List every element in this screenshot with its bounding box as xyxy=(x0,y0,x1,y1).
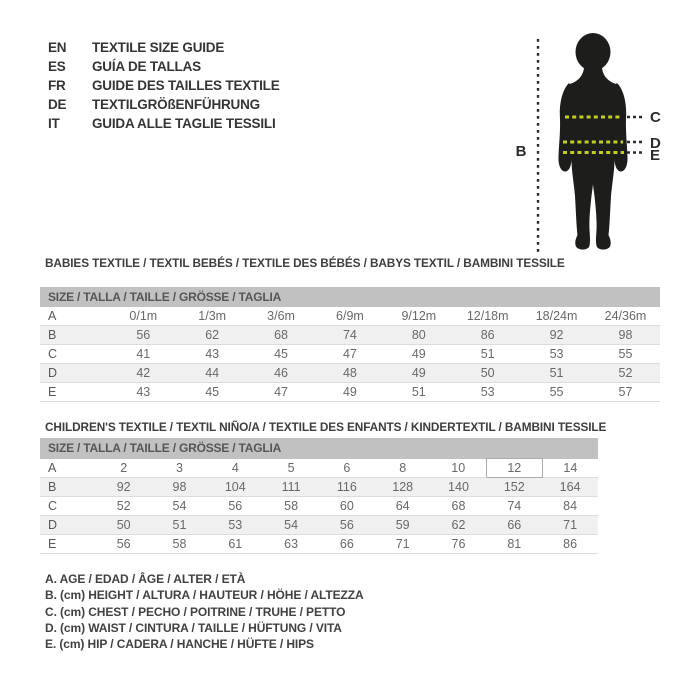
children-table-title: CHILDREN'S TEXTILE / TEXTIL NIÑO/A / TEXTILE DES ENFANTS / KINDERTEXTIL / BAMBINI TESSILE xyxy=(45,420,607,434)
size-cell: 66 xyxy=(319,535,375,554)
language-code: IT xyxy=(48,116,60,131)
size-cell: 71 xyxy=(375,535,431,554)
size-cell: 51 xyxy=(522,364,591,383)
size-cell: 98 xyxy=(152,478,208,497)
size-cell: 63 xyxy=(263,535,319,554)
size-cell: 84 xyxy=(542,497,598,516)
row-label: D xyxy=(40,364,109,383)
size-cell: 18/24m xyxy=(522,307,591,326)
language-item xyxy=(48,76,280,95)
size-cell: 62 xyxy=(178,326,247,345)
size-cell: 128 xyxy=(375,478,431,497)
measurement-legend xyxy=(45,571,364,652)
highlighted-size-cell: 12 xyxy=(486,459,542,478)
language-code: DE xyxy=(48,97,67,112)
size-cell: 43 xyxy=(109,383,178,402)
row-label: B xyxy=(40,326,109,345)
size-cell: 71 xyxy=(542,516,598,535)
table-row xyxy=(40,497,598,516)
size-cell: 51 xyxy=(152,516,208,535)
size-cell: 74 xyxy=(316,326,385,345)
size-cell: 76 xyxy=(431,535,487,554)
size-cell: 52 xyxy=(591,364,660,383)
language-item xyxy=(48,57,280,76)
size-cell: 5 xyxy=(263,459,319,478)
row-label: E xyxy=(40,383,109,402)
language-item xyxy=(48,95,280,114)
size-cell: 56 xyxy=(109,326,178,345)
size-cell: 51 xyxy=(384,383,453,402)
chest-label: C xyxy=(650,109,661,126)
size-cell: 53 xyxy=(207,516,263,535)
size-cell: 86 xyxy=(542,535,598,554)
size-cell: 49 xyxy=(384,364,453,383)
table-row xyxy=(40,535,598,554)
children-size-table xyxy=(40,438,598,554)
language-code: ES xyxy=(48,59,66,74)
size-cell: 9/12m xyxy=(384,307,453,326)
size-header-cell: SIZE / TALLA / TAILLE / GRÖSSE / TAGLIA xyxy=(40,287,660,307)
size-cell: 44 xyxy=(178,364,247,383)
row-label: A xyxy=(40,459,96,478)
size-cell: 49 xyxy=(316,383,385,402)
row-label: C xyxy=(40,345,109,364)
size-cell: 53 xyxy=(453,383,522,402)
size-cell: 3/6m xyxy=(247,307,316,326)
babies-table-title: BABIES TEXTILE / TEXTIL BEBÉS / TEXTILE DES BÉBÉS / BABYS TEXTIL / BAMBINI TESSILE xyxy=(45,256,565,270)
size-cell: 62 xyxy=(431,516,487,535)
language-title: GUIDA ALLE TAGLIE TESSILI xyxy=(92,116,276,131)
size-cell: 92 xyxy=(522,326,591,345)
language-code: EN xyxy=(48,40,67,55)
size-cell: 51 xyxy=(453,345,522,364)
legend-line: E. (cm) HIP / CADERA / HANCHE / HÜFTE / HIPS xyxy=(45,637,314,652)
size-cell: 57 xyxy=(591,383,660,402)
table-row xyxy=(40,326,660,345)
size-cell: 47 xyxy=(247,383,316,402)
language-title: TEXTILE SIZE GUIDE xyxy=(92,40,225,55)
legend-line: D. (cm) WAIST / CINTURA / TAILLE / HÜFTUNG / VITA xyxy=(45,620,342,635)
table-header-row xyxy=(40,287,660,307)
table-row xyxy=(40,516,598,535)
size-cell: 98 xyxy=(591,326,660,345)
size-cell: 68 xyxy=(431,497,487,516)
size-cell: 3 xyxy=(152,459,208,478)
language-title: GUIDE DES TAILLES TEXTILE xyxy=(92,78,280,93)
language-item xyxy=(48,38,280,57)
size-cell: 164 xyxy=(542,478,598,497)
size-cell: 8 xyxy=(375,459,431,478)
size-cell: 104 xyxy=(207,478,263,497)
size-cell: 50 xyxy=(453,364,522,383)
size-cell: 74 xyxy=(486,497,542,516)
language-code: FR xyxy=(48,78,66,93)
size-cell: 152 xyxy=(486,478,542,497)
size-cell: 64 xyxy=(375,497,431,516)
size-cell: 55 xyxy=(591,345,660,364)
size-cell: 55 xyxy=(522,383,591,402)
size-cell: 56 xyxy=(207,497,263,516)
table-row xyxy=(40,307,660,326)
size-cell: 116 xyxy=(319,478,375,497)
size-cell: 14 xyxy=(542,459,598,478)
row-label: B xyxy=(40,478,96,497)
size-cell: 2 xyxy=(96,459,152,478)
size-cell: 41 xyxy=(109,345,178,364)
size-cell: 66 xyxy=(486,516,542,535)
size-cell: 6/9m xyxy=(316,307,385,326)
size-cell: 45 xyxy=(178,383,247,402)
size-cell: 48 xyxy=(316,364,385,383)
size-cell: 46 xyxy=(247,364,316,383)
size-cell: 61 xyxy=(207,535,263,554)
size-cell: 42 xyxy=(109,364,178,383)
size-cell: 49 xyxy=(384,345,453,364)
babies-size-table xyxy=(40,287,660,402)
size-cell: 60 xyxy=(319,497,375,516)
legend-line: C. (cm) CHEST / PECHO / POITRINE / TRUHE / PETTO xyxy=(45,604,346,619)
size-cell: 86 xyxy=(453,326,522,345)
size-cell: 58 xyxy=(152,535,208,554)
size-cell: 80 xyxy=(384,326,453,345)
size-cell: 1/3m xyxy=(178,307,247,326)
size-cell: 24/36m xyxy=(591,307,660,326)
size-cell: 0/1m xyxy=(109,307,178,326)
size-cell: 4 xyxy=(207,459,263,478)
size-cell: 68 xyxy=(247,326,316,345)
language-list xyxy=(48,38,280,133)
size-cell: 53 xyxy=(522,345,591,364)
size-cell: 50 xyxy=(96,516,152,535)
waist-label: D xyxy=(650,135,661,152)
table-row xyxy=(40,364,660,383)
table-row xyxy=(40,459,598,478)
size-cell: 54 xyxy=(152,497,208,516)
table-header-row xyxy=(40,438,598,459)
row-label: E xyxy=(40,535,96,554)
height-label: B xyxy=(515,143,527,160)
legend-line: A. AGE / EDAD / ÂGE / ALTER / ETÀ xyxy=(45,572,246,586)
size-cell: 43 xyxy=(178,345,247,364)
row-label: D xyxy=(40,516,96,535)
size-cell: 47 xyxy=(316,345,385,364)
size-cell: 81 xyxy=(486,535,542,554)
size-cell: 56 xyxy=(96,535,152,554)
size-cell: 92 xyxy=(96,478,152,497)
language-title: TEXTILGRÖßENFÜHRUNG xyxy=(92,97,260,112)
size-cell: 58 xyxy=(263,497,319,516)
size-cell: 10 xyxy=(431,459,487,478)
size-cell: 12/18m xyxy=(453,307,522,326)
size-cell: 6 xyxy=(319,459,375,478)
language-item xyxy=(48,114,280,133)
language-title: GUÍA DE TALLAS xyxy=(92,59,201,74)
row-label: C xyxy=(40,497,96,516)
size-cell: 111 xyxy=(263,478,319,497)
child-silhouette-figure xyxy=(493,22,700,257)
row-label: A xyxy=(40,307,109,326)
size-cell: 52 xyxy=(96,497,152,516)
size-cell: 56 xyxy=(319,516,375,535)
size-header-cell: SIZE / TALLA / TAILLE / GRÖSSE / TAGLIA xyxy=(40,438,598,459)
table-row xyxy=(40,383,660,402)
size-cell: 54 xyxy=(263,516,319,535)
legend-line: B. (cm) HEIGHT / ALTURA / HAUTEUR / HÖHE / ALTEZZA xyxy=(45,588,364,603)
table-row xyxy=(40,478,598,497)
hip-label: E xyxy=(650,147,661,164)
table-row xyxy=(40,345,660,364)
size-cell: 140 xyxy=(431,478,487,497)
size-cell: 59 xyxy=(375,516,431,535)
size-cell: 45 xyxy=(247,345,316,364)
